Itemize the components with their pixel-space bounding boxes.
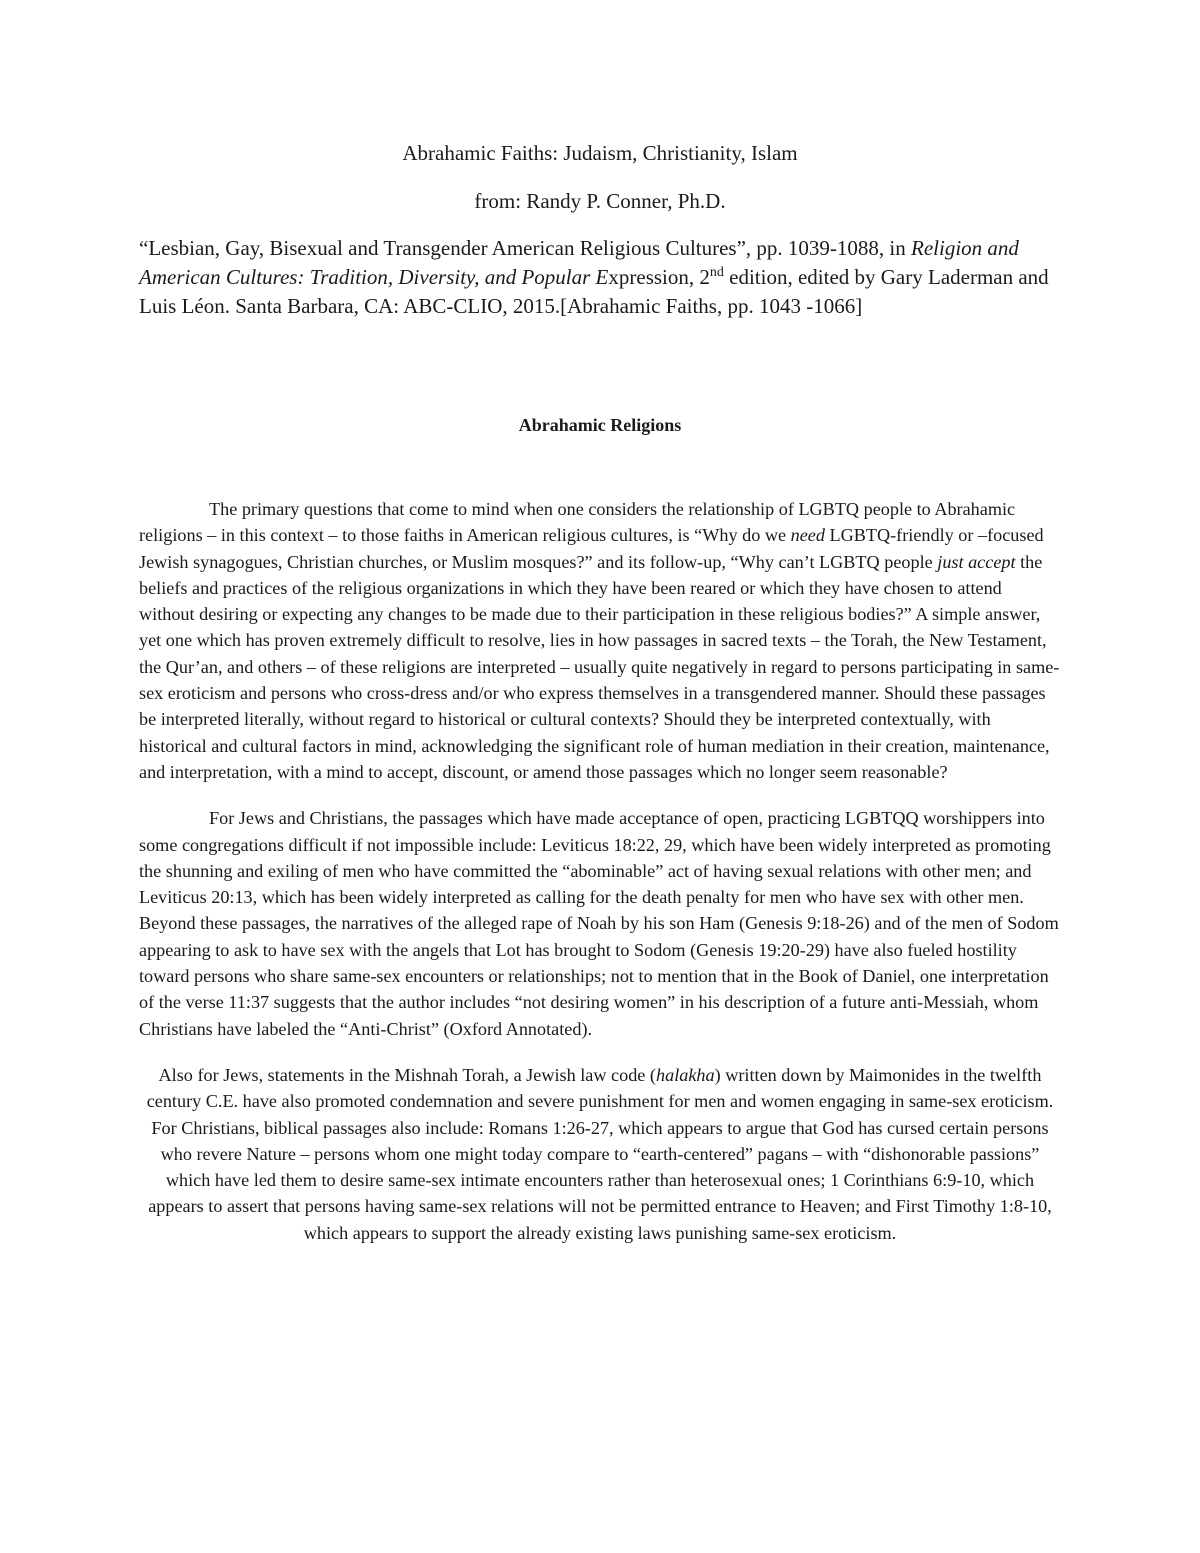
paragraph-3-text-b: ) written down by Maimonides in the twelfth century C.E. have also promoted condemnation and severe punishment for men and women engaging in same-sex eroticism. For Christians, biblical passages also include: Romans 1:26-27, which appears to argue that God has cursed certain persons who revere Nature – persons whom one might today compare to “earth-centered” pagans – with “dishonorable passions” which have led them to desire same-sex intimate encounters rather than heterosexual ones; 1 Corinthians 6:9-10, which appears to assert that persons having same-sex relations will not be permitted entrance to Heaven; and First Timothy 1:8-10, which appears to support the already existing laws punishing same-sex eroticism. bbox=[146, 1064, 1054, 1243]
paragraph-1-emphasis-need: need bbox=[790, 525, 825, 546]
paragraph-3-text-a: Also for Jews, statements in the Mishnah Torah, a Jewish law code ( bbox=[158, 1064, 656, 1085]
paragraph-2: For Jews and Christians, the passages which have made acceptance of open, practicing LGBTQQ worshippers into some congregations difficult if not impossible include: Leviticus 18:22, 29, which have been widely interpreted as promoting the shunning and exiling of men who have committed the “abominable” act of having sexual relations with other men; and Leviticus 20:13, which has been widely interpreted as calling for the death penalty for men who have sex with other men. Beyond these passages, the narratives of the alleged rape of Noah by his son Ham (Genesis 9:18-26) and of the men of Sodom appearing to ask to have sex with the angels that Lot has brought to Sodom (Genesis 19:20-29) have also fueled hostility toward persons who share same-sex encounters or relationships; not to mention that in the Book of Daniel, one interpretation of the verse 11:37 suggests that the author includes “not desiring women” in his description of a future anti-Messiah, whom Christians have labeled the “Anti-Christ” (Oxford Annotated). bbox=[139, 808, 1059, 1039]
section-heading: Abrahamic Religions bbox=[518, 415, 682, 435]
paragraph-1-text-b: LGBTQ-friendly or –focused Jewish synagogues, Christian churches, or Muslim mosques?” and its follow-up, “Why can’t LGBTQ people bbox=[139, 525, 1044, 572]
citation-book-title: Religion and American Cultures: Tradition, Diversity, and Popular E bbox=[139, 236, 1019, 289]
paragraph-1 bbox=[139, 496, 1061, 785]
citation-part-2: xpression, 2 bbox=[608, 265, 710, 289]
document-body bbox=[139, 496, 1061, 1246]
document-header bbox=[139, 138, 1061, 321]
paragraph-1-emphasis-just-accept: just accept bbox=[937, 551, 1016, 572]
citation-part-1: “Lesbian, Gay, Bisexual and Transgender American Religious Cultures”, pp. 1039-1088, in bbox=[139, 236, 912, 260]
author-line: from: Randy P. Conner, Ph.D. bbox=[474, 189, 726, 213]
citation-part-3: edition, edited by Gary Laderman and Luis Léon. Santa Barbara, CA: ABC-CLIO, 2015.[Abrahamic Faiths, pp. 1043 -1066] bbox=[139, 265, 1049, 318]
paragraph-1-text-c: the beliefs and practices of the religious organizations in which they have been reared or which they have chosen to attend without desiring or expecting any changes to be made due to their participation in these religious bodies?” A simple answer, yet one which has proven extremely difficult to resolve, lies in how passages in sacred texts – the Torah, the New Testament, the Qur’an, and others – of these religions are interpreted – usually quite negatively in regard to persons participating in same-sex eroticism and persons who cross-dress and/or who express themselves in a transgendered manner. Should these passages be interpreted literally, without regard to historical or cultural contexts? Should they be interpreted contextually, with historical and cultural factors in mind, acknowledging the significant role of human mediation in their creation, maintenance, and interpretation, with a mind to accept, discount, or amend those passages which no longer seem reasonable? bbox=[139, 551, 1060, 782]
paragraph-1-text-a: The primary questions that come to mind when one considers the relationship of LGBTQ people to Abrahamic religions – in this context – to those faiths in American religious cultures, is “Why do we bbox=[139, 499, 1016, 546]
paragraph-3 bbox=[139, 1062, 1061, 1246]
citation-edition-superscript: nd bbox=[709, 265, 724, 280]
paragraph-3-emphasis-halakha: halakha bbox=[656, 1064, 715, 1085]
document-title: Abrahamic Faiths: Judaism, Christianity, Islam bbox=[402, 141, 798, 165]
citation bbox=[139, 234, 1061, 321]
